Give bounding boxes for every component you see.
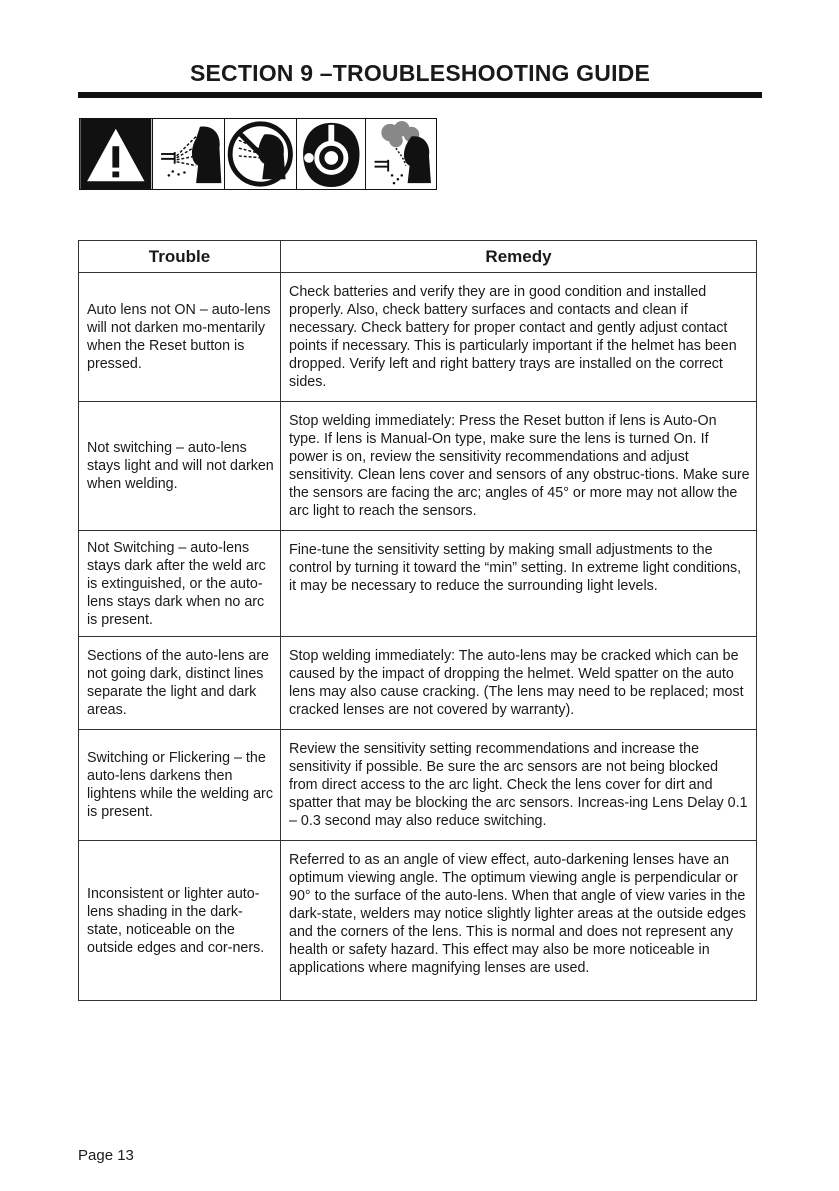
remedy-cell: Referred to as an angle of view effect, auto-darkening lenses have an optimum viewing angle. The optimum viewing angle is perpendicular or 90° to the surface of the auto-lens. When that angle of view varies in the dark-state, welders may notice slightly lighter areas at the outside edges and the corners of the lens. This is normal and does not represent any health or safety hazard. This effect may also be more noticeable in applications where magnifying lenses are used.	[281, 841, 757, 1001]
table-row	[79, 531, 757, 637]
trouble-cell: Inconsistent or lighter auto-lens shading in the dark-state, noticeable on the outside edges and cor-ners.	[79, 841, 281, 1001]
table-row	[79, 841, 757, 1001]
table-row	[79, 637, 757, 730]
trouble-cell: Not switching – auto-lens stays light and will not darken when welding.	[79, 402, 281, 531]
remedy-cell: Check batteries and verify they are in good condition and installed properly. Also, check battery surfaces and contacts and clean if necessary. Check battery for proper contact and gently adjust contact points if necessary. This is particularly important if the helmet has been dropped. Verify left and right battery trays are installed on the correct sides.	[281, 273, 757, 402]
warning-triangle-icon	[80, 119, 153, 189]
trouble-cell: Sections of the auto-lens are not going dark, distinct lines separate the light and dark areas.	[79, 637, 281, 730]
remedy-cell: Stop welding immediately: Press the Reset button if lens is Auto-On type. If lens is Manual-On type, make sure the lens is turned On. If power is on, review the sensitivity recommendations and adjust sensitivity. Clean lens cover and sensors of any obstruc-tions. Make sure the sensors are facing the arc; angles of 45° or more may not allow the arc light to reach the sensors.	[281, 402, 757, 531]
page-number: Page 13	[78, 1147, 134, 1164]
remedy-cell: Review the sensitivity setting recommendations and increase the sensitivity if possible. Be sure the arc sensors are not being blocked from direct access to the arc light. Check the lens cover for dirt and spatter that may be blocking the arc sensors. Increas-ing Lens Delay 0.1 – 0.3 second may also reduce switching.	[281, 730, 757, 841]
trouble-cell: Auto lens not ON – auto-lens will not darken mo-mentarily when the Reset button is pressed.	[79, 273, 281, 402]
trouble-cell: Not Switching – auto-lens stays dark after the weld arc is extinguished, or the auto-lens stays dark when no arc is present.	[79, 531, 281, 637]
table-header-row	[79, 241, 757, 273]
remedy-cell: Fine-tune the sensitivity setting by making small adjustments to the control by turning it toward the “min” setting. In extreme light conditions, it may be necessary to reduce the surrounding light levels.	[281, 531, 757, 637]
table-row	[79, 402, 757, 531]
remedy-column-header: Remedy	[281, 241, 757, 273]
trouble-cell: Switching or Flickering – the auto-lens darkens then lightens while the welding arc is present.	[79, 730, 281, 841]
title-rule	[78, 92, 762, 98]
ear-protection-icon	[297, 119, 367, 189]
troubleshooting-table	[78, 240, 757, 1001]
page-title: SECTION 9 –TROUBLESHOOTING GUIDE	[189, 60, 651, 86]
trouble-column-header: Trouble	[79, 241, 281, 273]
no-looking-at-arc-icon	[225, 119, 297, 189]
welding-fumes-icon	[366, 119, 436, 189]
table-row	[79, 273, 757, 402]
safety-icon-strip	[79, 118, 437, 190]
welding-arc-rays-icon	[153, 119, 226, 189]
table-row	[79, 730, 757, 841]
remedy-cell: Stop welding immediately: The auto-lens may be cracked which can be caused by the impact of dropping the helmet. Weld spatter on the auto lens may also cause cracking. (The lens may need to be replaced; most cracked lenses are not covered by warranty).	[281, 637, 757, 730]
